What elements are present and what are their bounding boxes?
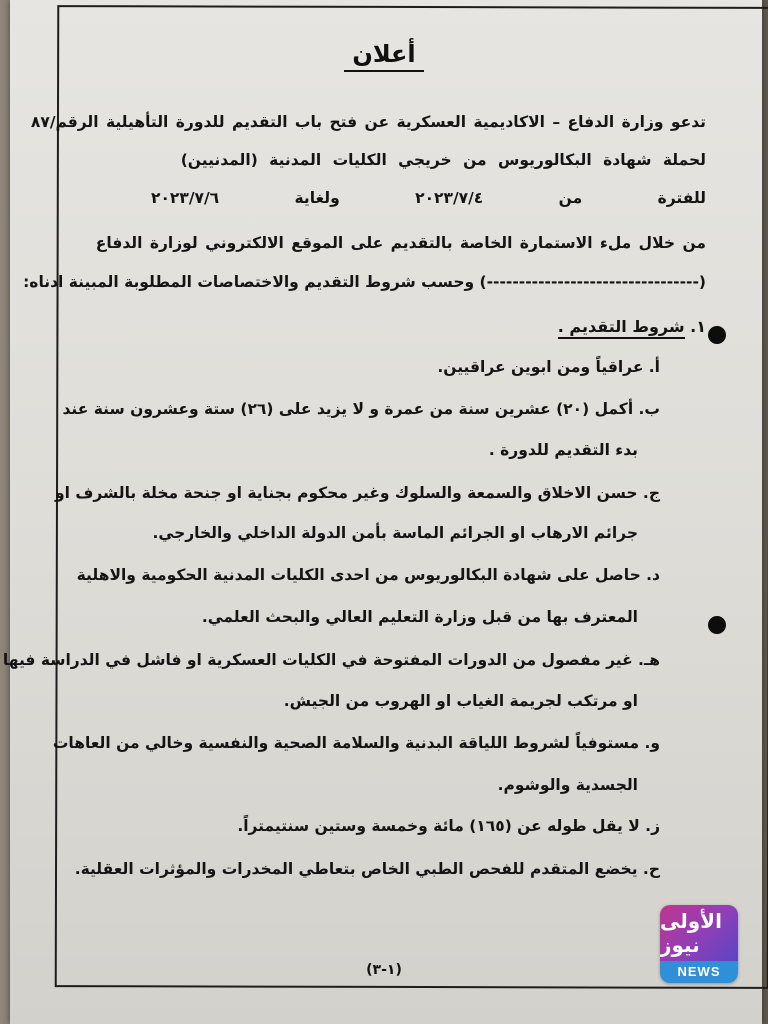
condition-e-line-1: هـ. غير مفصول من الدورات المفتوحة في الكليات العسكرية او فاشل في الدراسة فيها bbox=[2, 651, 660, 669]
title-container bbox=[0, 40, 768, 72]
punch-hole-bottom bbox=[708, 616, 726, 634]
condition-c-line-1: ج. حسن الاخلاق والسمعة والسلوك وغير محكوم بجناية او جنحة مخلة بالشرف او bbox=[55, 484, 660, 502]
condition-b-line-1: ب. أكمل (٢٠) عشرين سنة من عمرة و لا يزيد على (٢٦) ستة وعشرون سنة عند bbox=[62, 400, 660, 418]
page-title: أعلان bbox=[344, 40, 423, 72]
condition-c-line-2: جرائم الارهاب او الجرائم الماسة بأمن الدولة الداخلي والخارجي. bbox=[152, 524, 638, 542]
condition-d-line-2: المعترف بها من قبل وزارة التعليم العالي والبحث العلمي. bbox=[201, 608, 638, 626]
condition-g: ز. لا يقل طوله عن (١٦٥) مائة وخمسة وستين سنتيمتراً. bbox=[237, 817, 660, 835]
page-number: (١-٣) bbox=[366, 962, 402, 978]
intro-line-5: (---------------------------------) وحسب شروط التقديم والاختصاصات المطلوبة المبينة ادناه: bbox=[23, 273, 706, 291]
intro-line-3: للفترة من ٢٠٢٣/٧/٤ ولغاية ٢٠٢٣/٧/٦ bbox=[151, 189, 706, 207]
logo-arabic-mark: الأولى نيوز bbox=[660, 905, 738, 961]
condition-f-line-2: الجسدية والوشوم. bbox=[497, 776, 638, 794]
section-number: ١. bbox=[690, 317, 706, 336]
punch-hole-top bbox=[708, 326, 726, 344]
condition-h: ح. يخضع المتقدم للفحص الطبي الخاص بتعاطي المخدرات والمؤثرات العقلية. bbox=[74, 860, 660, 878]
condition-f-line-1: و. مستوفياً لشروط اللياقة البدنية والسلامة الصحية والنفسية وخالي من العاهات bbox=[52, 734, 660, 752]
condition-b-line-2: بدء التقديم للدورة . bbox=[488, 441, 638, 459]
intro-line-1: تدعو وزارة الدفاع – الاكاديمية العسكرية عن فتح باب التقديم للدورة التأهيلية الرقم/٨٧ bbox=[30, 113, 706, 131]
condition-a: أ. عراقياً ومن ابوين عراقيين. bbox=[437, 358, 660, 376]
condition-d-line-1: د. حاصل على شهادة البكالوريوس من احدى الكليات المدنية الحكومية والاهلية bbox=[76, 566, 660, 584]
section-heading bbox=[60, 317, 706, 336]
news-logo-watermark bbox=[660, 905, 738, 983]
section-title: شروط التقديم . bbox=[558, 317, 685, 339]
logo-news-label: NEWS bbox=[660, 961, 738, 983]
intro-line-4: من خلال ملء الاستمارة الخاصة بالتقديم على الموقع الالكتروني لوزارة الدفاع bbox=[95, 234, 706, 252]
intro-line-2: لحملة شهادة البكالوريوس من خريجي الكليات المدنية (المدنيين) bbox=[180, 151, 706, 169]
condition-e-line-2: او مرتكب لجريمة الغياب او الهروب من الجيش. bbox=[283, 692, 638, 710]
